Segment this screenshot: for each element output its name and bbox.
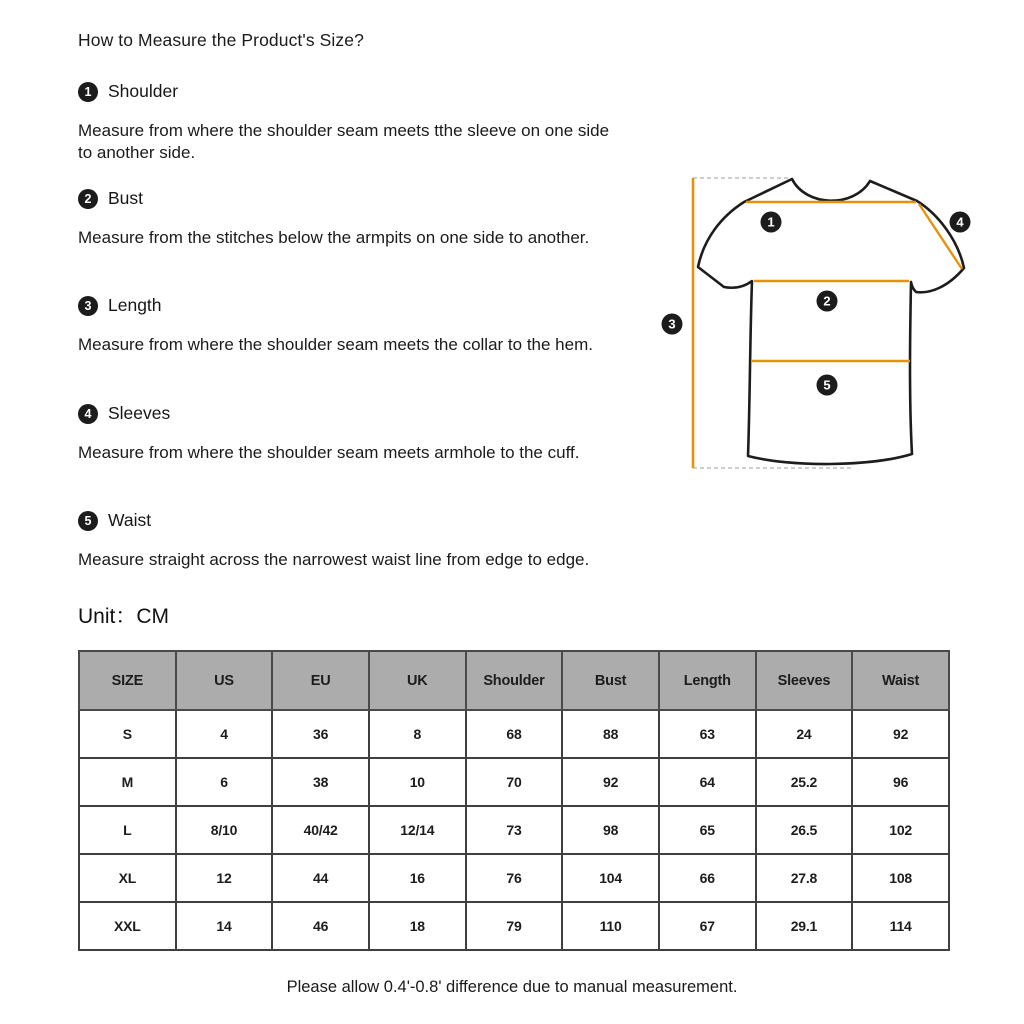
value-cell: 67 [659,902,756,950]
value-cell: 64 [659,758,756,806]
unit-label: Unit：CM [78,605,170,628]
size-cell: S [79,710,176,758]
header-cell-waist: Waist [852,651,949,710]
value-cell: 88 [562,710,659,758]
step-2-label: Bust [108,188,144,208]
table-row-l [79,806,949,854]
step-4-badge: 4 [78,404,98,424]
value-cell: 4 [176,710,273,758]
instruction-heading [78,188,613,209]
header-cell-bust: Bust [562,651,659,710]
diagram-marker-1 [761,212,782,233]
value-cell: 12/14 [369,806,466,854]
step-4-description: Measure from where the shoulder seam meets armhole to the cuff. [78,443,580,462]
value-cell: 76 [466,854,563,902]
instruction-sleeves [78,403,613,464]
value-cell: 38 [272,758,369,806]
value-cell: 102 [852,806,949,854]
value-cell: 98 [562,806,659,854]
step-1-badge: 1 [78,82,98,102]
diagram-marker-5 [817,375,838,396]
measurement-tolerance-note: Please allow 0.4'-0.8' difference due to manual measurement. [286,978,738,996]
instruction-length [78,295,613,356]
value-cell: 10 [369,758,466,806]
value-cell: 65 [659,806,756,854]
header-cell-shoulder: Shoulder [466,651,563,710]
value-cell: 79 [466,902,563,950]
value-cell: 96 [852,758,949,806]
value-cell: 29.1 [756,902,853,950]
table-row-s [79,710,949,758]
value-cell: 114 [852,902,949,950]
marker-3-number: 3 [668,316,676,332]
step-5-description: Measure straight across the narrowest waist line from edge to edge. [78,550,590,569]
step-3-label: Length [108,295,162,315]
value-cell: 44 [272,854,369,902]
header-cell-size: SIZE [79,651,176,710]
tshirt-outline [698,179,964,464]
instruction-heading [78,403,613,424]
header-cell-length: Length [659,651,756,710]
value-cell: 110 [562,902,659,950]
diagram-marker-4 [950,212,971,233]
value-cell: 6 [176,758,273,806]
step-3-description: Measure from where the shoulder seam meets the collar to the hem. [78,335,593,354]
value-cell: 14 [176,902,273,950]
value-cell: 73 [466,806,563,854]
size-cell: M [79,758,176,806]
header-cell-sleeves: Sleeves [756,651,853,710]
value-cell: 70 [466,758,563,806]
value-cell: 92 [852,710,949,758]
step-1-label: Shoulder [108,81,179,101]
header-cell-uk: UK [369,651,466,710]
size-cell: XL [79,854,176,902]
table-row-xxl [79,902,949,950]
header-cell-eu: EU [272,651,369,710]
value-cell: 12 [176,854,273,902]
instruction-heading [78,295,613,316]
value-cell: 8/10 [176,806,273,854]
diagram-marker-2 [817,291,838,312]
instruction-heading [78,81,613,102]
value-cell: 18 [369,902,466,950]
value-cell: 16 [369,854,466,902]
instruction-shoulder [78,81,613,164]
instruction-waist [78,510,613,571]
step-5-badge: 5 [78,511,98,531]
value-cell: 36 [272,710,369,758]
page-title: How to Measure the Product's Size? [78,30,364,50]
value-cell: 24 [756,710,853,758]
size-chart-table [78,650,950,951]
table-header-row [79,651,949,710]
table-row-m [79,758,949,806]
value-cell: 46 [272,902,369,950]
marker-1-number: 1 [767,214,775,230]
value-cell: 26.5 [756,806,853,854]
step-3-badge: 3 [78,296,98,316]
value-cell: 27.8 [756,854,853,902]
value-cell: 63 [659,710,756,758]
value-cell: 40/42 [272,806,369,854]
value-cell: 108 [852,854,949,902]
value-cell: 68 [466,710,563,758]
step-2-badge: 2 [78,189,98,209]
step-4-label: Sleeves [108,403,171,423]
value-cell: 66 [659,854,756,902]
value-cell: 104 [562,854,659,902]
instruction-bust [78,188,613,249]
diagram-marker-3 [662,314,683,335]
step-1-description: Measure from where the shoulder seam meets tthe sleeve on one side to another side. [78,121,610,162]
instruction-heading [78,510,613,531]
tshirt-measurement-diagram [640,150,1024,490]
value-cell: 25.2 [756,758,853,806]
step-5-label: Waist [108,510,152,530]
step-2-description: Measure from the stitches below the armpits on one side to another. [78,228,590,247]
size-cell: L [79,806,176,854]
header-cell-us: US [176,651,273,710]
size-cell: XXL [79,902,176,950]
value-cell: 8 [369,710,466,758]
value-cell: 92 [562,758,659,806]
marker-2-number: 2 [823,293,831,309]
marker-5-number: 5 [823,377,831,393]
table-row-xl [79,854,949,902]
marker-4-number: 4 [956,214,964,230]
